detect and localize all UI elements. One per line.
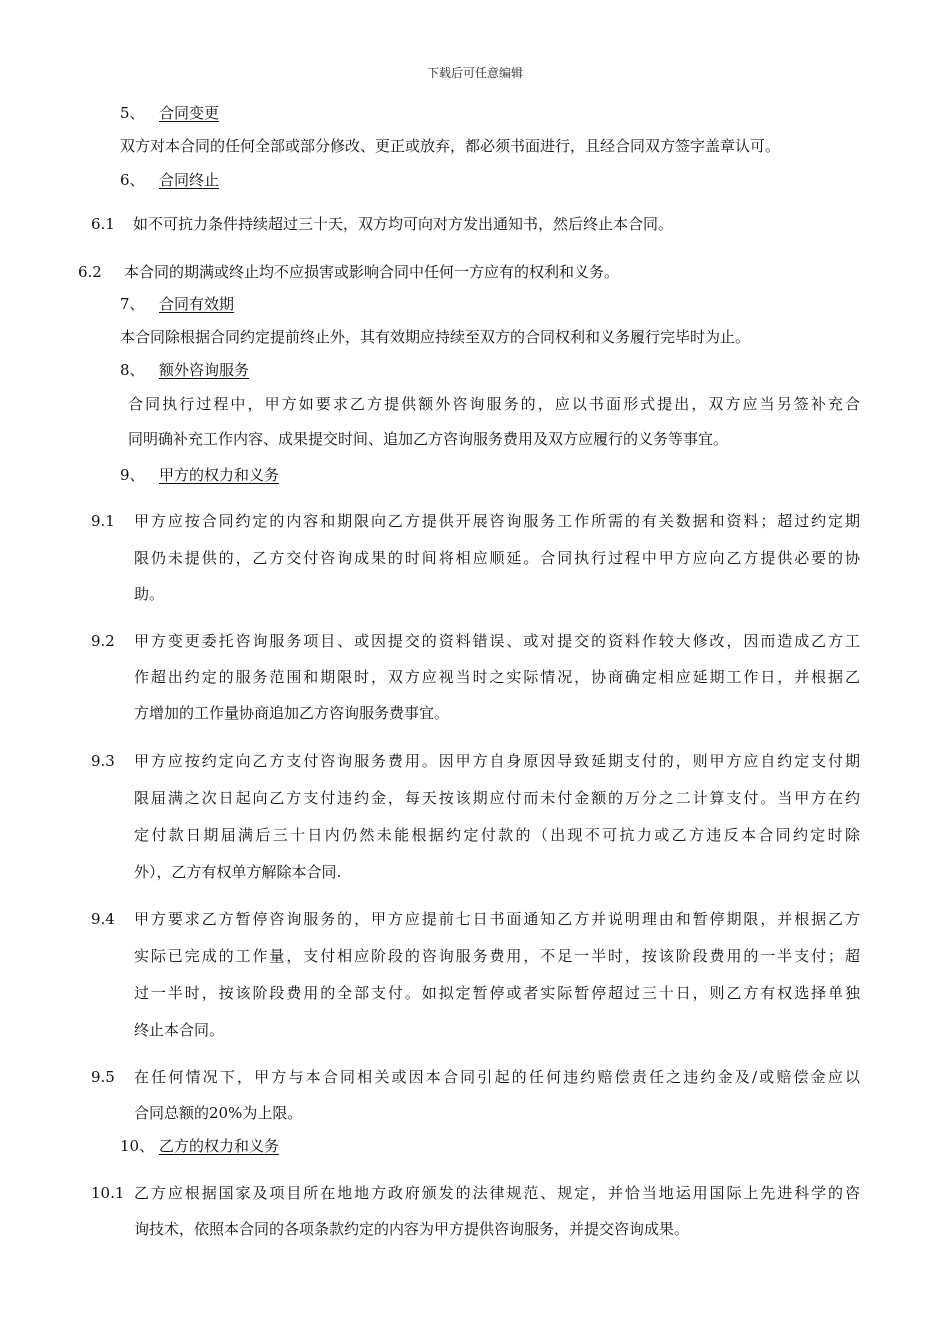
clause-9-5-number: 9.5 <box>91 1068 115 1086</box>
clause-10-1-line-1: 乙方应根据国家及项目所在地地方政府颁发的法律规范、规定，并恰当地运用国际上先进科学的咨 <box>134 1184 860 1202</box>
clause-9-4-line-2: 实际已完成的工作量，支付相应阶段的咨询服务费用，不足一半时，按该阶段费用的一半支付；超 <box>134 947 860 965</box>
clause-9-5-line-2: 合同总额的20%为上限。 <box>134 1104 303 1122</box>
clause-9-1-number: 9.1 <box>91 512 115 530</box>
section-7-body: 本合同除根据合同约定提前终止外，其有效期应持续至双方的合同权利和义务履行完毕时为止。 <box>120 328 751 346</box>
section-5-number: 5、 <box>120 104 145 122</box>
clause-9-4-line-4: 终止本合同。 <box>134 1021 225 1039</box>
section-6-title: 合同终止 <box>159 171 220 189</box>
clause-10-1-number: 10.1 <box>91 1184 125 1202</box>
clause-9-1-line-2: 限仍未提供的，乙方交付咨询成果的时间将相应顺延。合同执行过程中甲方应向乙方提供必要的协 <box>134 549 860 567</box>
section-5-title: 合同变更 <box>159 104 220 122</box>
clause-9-4-number: 9.4 <box>91 910 115 928</box>
clause-6-2-number: 6.2 <box>78 263 102 281</box>
clause-9-3-number: 9.3 <box>91 752 115 770</box>
section-5-body: 双方对本合同的任何全部或部分修改、更正或放弃，都必须书面进行，且经合同双方签字盖章认可。 <box>120 137 781 155</box>
clause-9-3-line-3: 定付款日期届满后三十日内仍然未能根据约定付款的（出现不可抗力或乙方违反本合同约定时除 <box>134 826 860 844</box>
section-8-title: 额外咨询服务 <box>159 361 250 379</box>
clause-9-3-line-4: 外），乙方有权单方解除本合同. <box>134 863 342 881</box>
section-8-line-2: 同明确补充工作内容、成果提交时间、追加乙方咨询服务费用及双方应履行的义务等事宜。 <box>128 430 729 448</box>
clause-6-1-number: 6.1 <box>91 215 115 233</box>
clause-9-2-line-2: 作超出约定的服务范围和期限时，双方应视当时之实际情况，协商确定相应延期工作日，并根据乙 <box>134 668 860 686</box>
clause-9-4-line-3: 过一半时，按该阶段费用的全部支付。如拟定暂停或者实际暂停超过三十日，则乙方有权选择单独 <box>134 984 860 1002</box>
clause-9-3-line-1: 甲方应按约定向乙方支付咨询服务费用。因甲方自身原因导致延期支付的，则甲方应自约定支付期 <box>134 752 860 770</box>
section-7-title: 合同有效期 <box>159 295 235 313</box>
section-7-number: 7、 <box>120 295 145 313</box>
clause-9-2-number: 9.2 <box>91 632 115 650</box>
section-8-number: 8、 <box>120 361 145 379</box>
clause-9-2-line-1: 甲方变更委托咨询服务项目、或因提交的资料错误、或对提交的资料作较大修改，因而造成乙方工 <box>134 632 860 650</box>
clause-9-2-line-3: 方增加的工作量协商追加乙方咨询服务费事宜。 <box>134 704 450 722</box>
clause-10-1-line-2: 询技术，依照本合同的各项条款约定的内容为甲方提供咨询服务，并提交咨询成果。 <box>134 1220 690 1238</box>
section-8-line-1: 合同执行过程中，甲方如要求乙方提供额外咨询服务的，应以书面形式提出，双方应当另签补充合 <box>128 395 860 413</box>
section-9-number: 9、 <box>120 466 145 484</box>
clause-9-4-line-1: 甲方要求乙方暂停咨询服务的，甲方应提前七日书面通知乙方并说明理由和暂停期限，并根据乙方 <box>134 910 860 928</box>
page-header: 下载后可任意编辑 <box>426 66 523 80</box>
clause-9-1-line-3: 助。 <box>134 585 165 603</box>
clause-9-1-line-1: 甲方应按合同约定的内容和期限向乙方提供开展咨询服务工作所需的有关数据和资料；超过约定期 <box>134 512 860 530</box>
clause-6-1-text: 如不可抗力条件持续超过三十天，双方均可向对方发出通知书，然后终止本合同。 <box>133 215 674 233</box>
clause-6-2-text: 本合同的期满或终止均不应损害或影响合同中任何一方应有的权利和义务。 <box>124 263 620 281</box>
section-9-title: 甲方的权力和义务 <box>159 466 280 484</box>
clause-9-5-line-1: 在任何情况下，甲方与本合同相关或因本合同引起的任何违约赔偿责任之违约金及/或赔偿金应以 <box>134 1068 860 1086</box>
clause-9-3-line-2: 限届满之次日起向乙方支付违约金，每天按该期应付而未付金额的万分之二计算支付。当甲方在约 <box>134 789 860 807</box>
section-6-number: 6、 <box>120 171 145 189</box>
section-10-number: 10、 <box>120 1137 155 1155</box>
section-10-title: 乙方的权力和义务 <box>159 1137 280 1155</box>
